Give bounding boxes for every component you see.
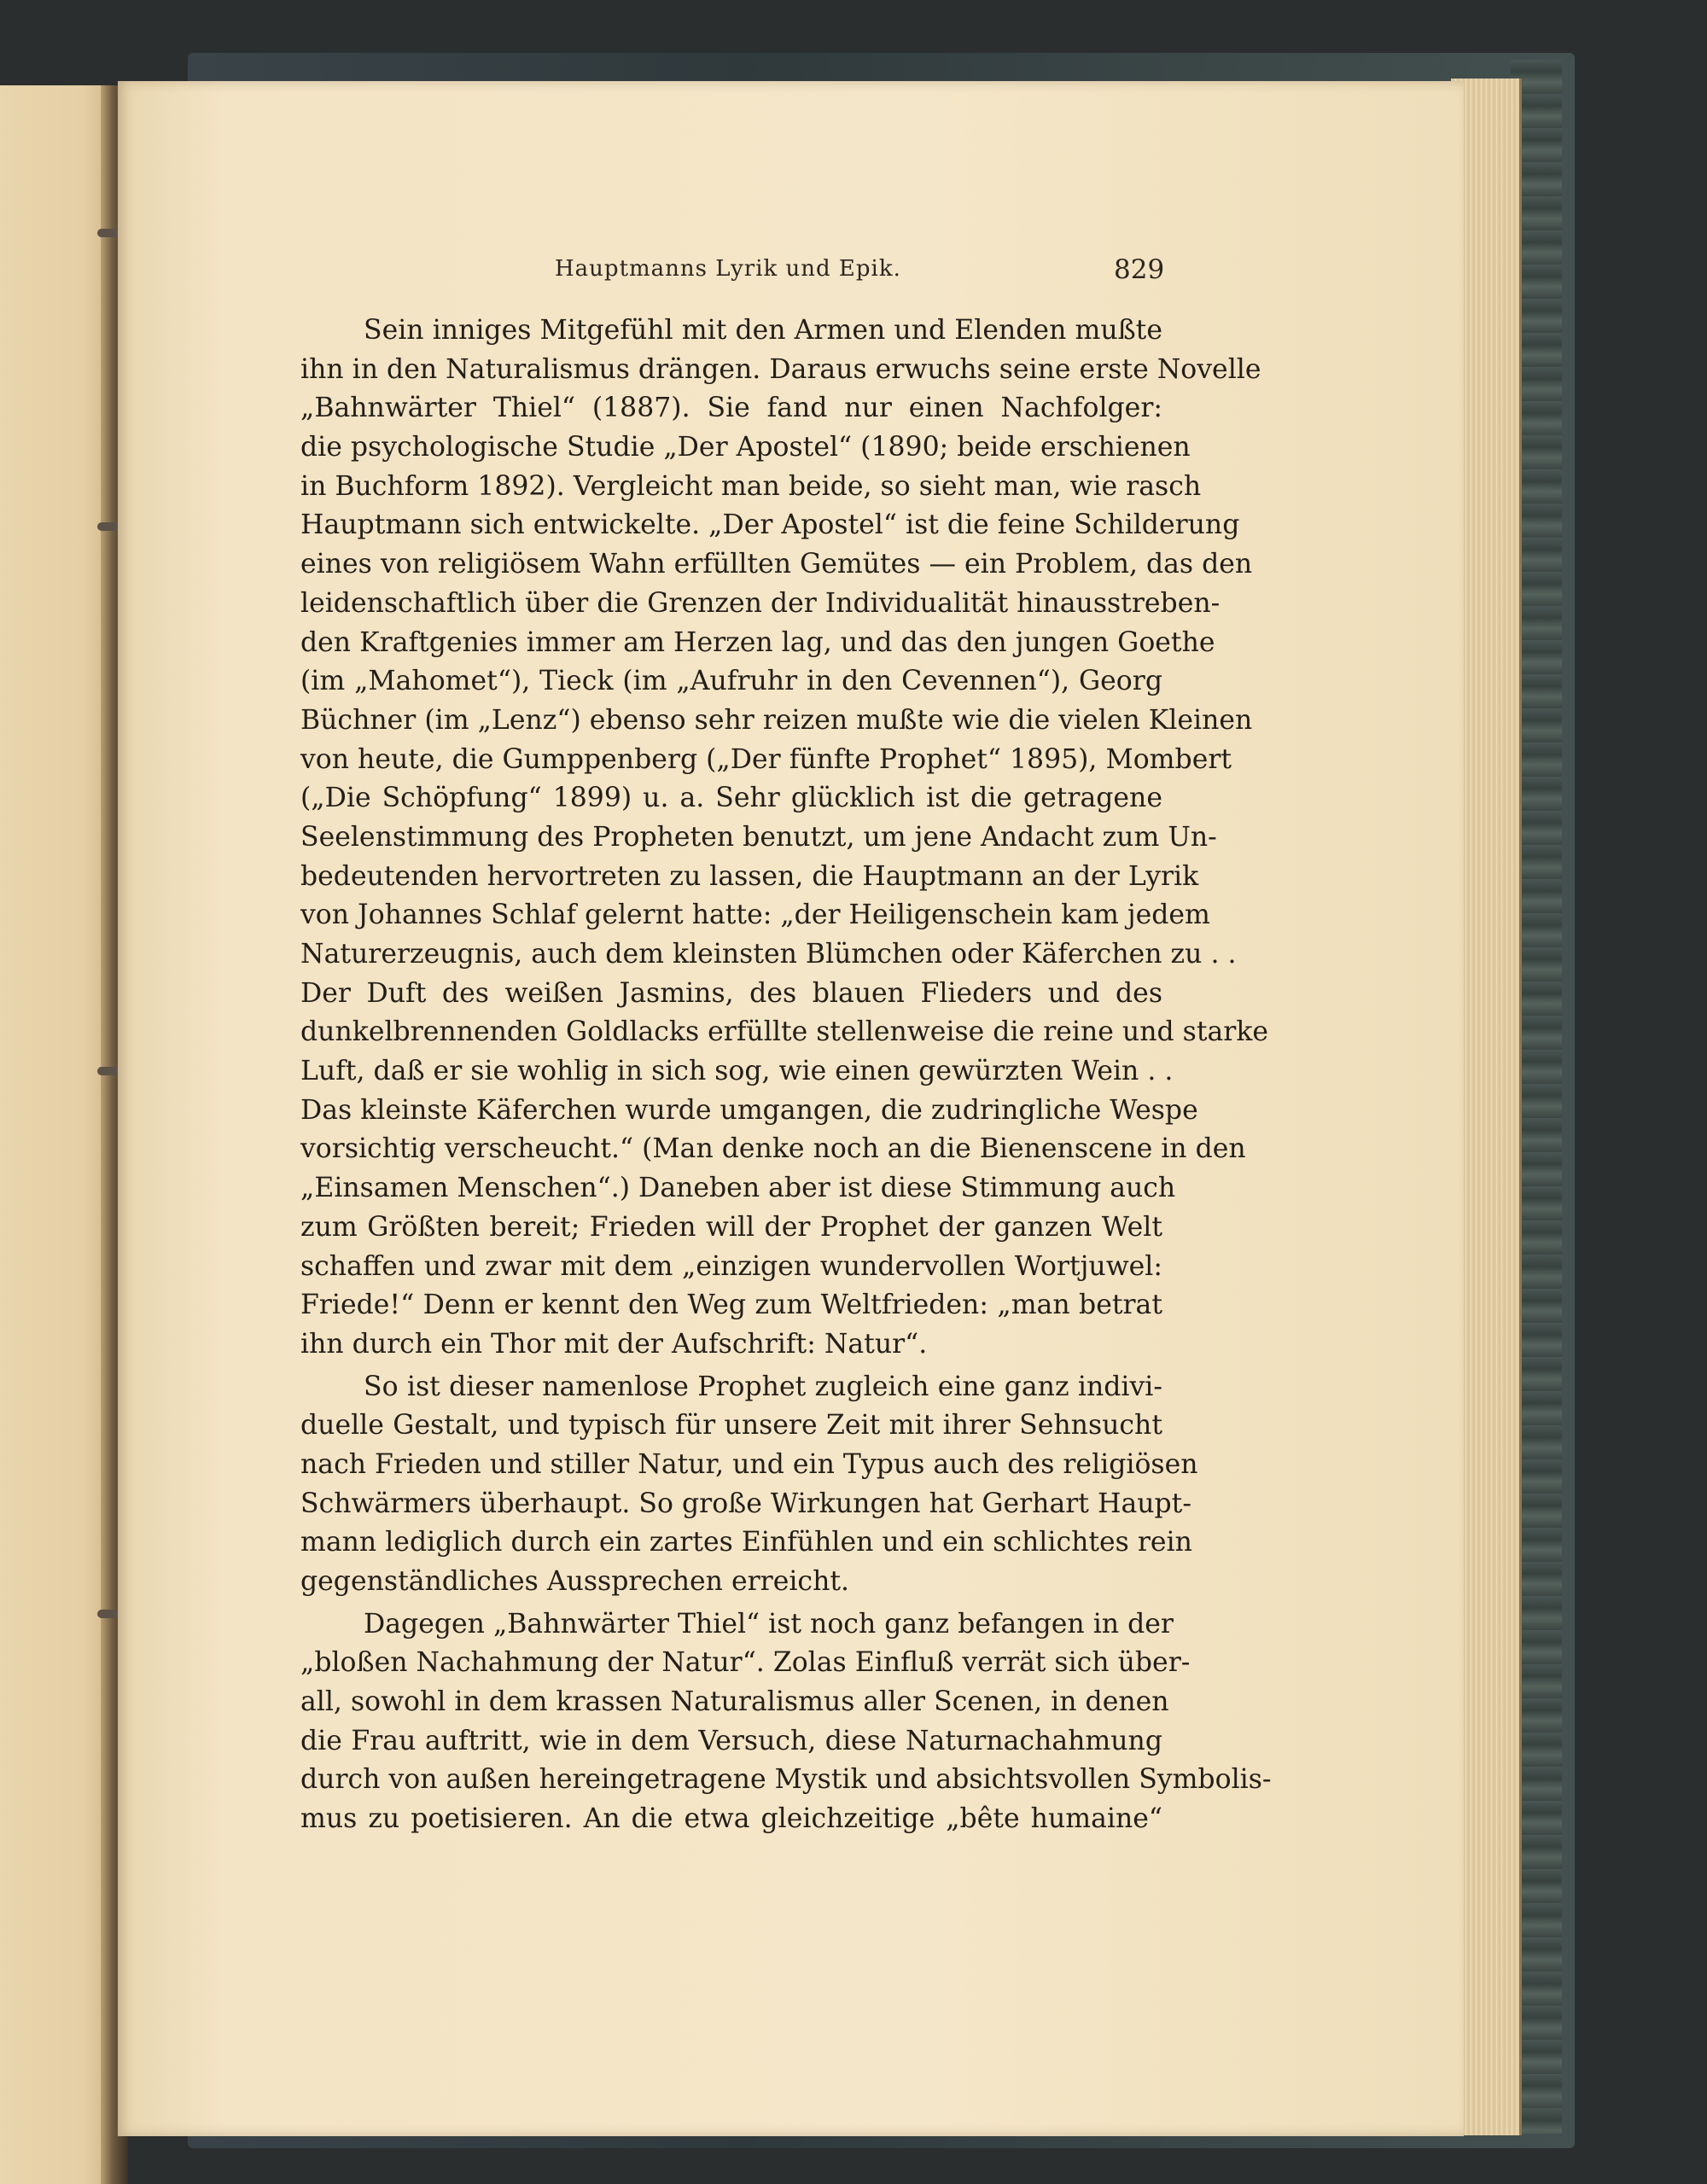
text-line: Naturerzeugnis, auch dem kleinsten Blümchen oder Käferchen zu . . [300,939,1237,970]
text-line: (im „Mahomet“), Tieck (im „Aufruhr in den Cevennen“), Georg [300,666,1162,697]
text-line: Büchner (im „Lenz“) ebenso sehr reizen mußte wie die vielen Kleinen [300,704,1253,736]
text-line: durch von außen hereingetragene Mystik und absichtsvollen Symbolis- [300,1764,1272,1796]
running-head: Hauptmanns Lyrik und Epik. [555,256,901,282]
text-line: („Die Schöpfung“ 1899) u. a. Sehr glücklich ist die getragene [300,783,1162,814]
text-line: „bloßen Nachahmung der Natur“. Zolas Einfluß verrät sich über- [300,1647,1191,1679]
text-line: Schwärmers überhaupt. So große Wirkungen hat Gerhart Haupt- [300,1488,1191,1519]
text-line: So ist dieser namenlose Prophet zugleich eine ganz indivi- [364,1371,1162,1402]
text-line: von heute, die Gumppenberg („Der fünfte Prophet“ 1895), Mombert [300,743,1232,775]
page-number: 829 [1114,254,1165,285]
text-line: Sein inniges Mitgefühl mit den Armen und Elenden mußte [364,315,1162,346]
text-line: „Bahnwärter Thiel“ (1887). Sie fand nur einen Nachfolger: [300,393,1162,424]
text-line: den Kraftgenies immer am Herzen lag, und das den jungen Goethe [300,626,1215,658]
text-line: Der Duft des weißen Jasmins, des blauen Flieders und des [300,977,1162,1009]
text-line: bedeutenden hervortreten zu lassen, die Hauptmann an der Lyrik [300,860,1199,892]
text-line: Das kleinste Käferchen wurde umgangen, die zudringliche Wespe [300,1094,1198,1126]
text-line: in Buchform 1892). Vergleicht man beide, so sieht man, wie rasch [300,470,1202,502]
text-line: gegenständliches Aussprechen erreicht. [300,1566,850,1597]
text-line: die Frau auftritt, wie in dem Versuch, diese Naturnachahmung [300,1725,1162,1756]
text-line: von Johannes Schlaf gelernt hatte: „der Heiligenschein kam jedem [300,900,1210,931]
text-line: leidenschaftlich über die Grenzen der Individualität hinausstreben- [300,587,1221,619]
body-text [300,312,1272,1839]
text-line: mus zu poetisieren. An die etwa gleichzeitige „bête humaine“ [300,1803,1162,1835]
text-line: vorsichtig verscheucht.“ (Man denke noch an die Bienenscene in den [300,1133,1246,1165]
text-line: Friede!“ Denn er kennt den Weg zum Weltfrieden: „man betrat [300,1290,1162,1321]
text-line: Dagegen „Bahnwärter Thiel“ ist noch ganz befangen in der [364,1608,1174,1639]
text-line: Luft, daß er sie wohlig in sich sog, wie einen gewürzten Wein . . [300,1056,1174,1087]
text-line: schaffen und zwar mit dem „einzigen wundervollen Wortjuwel: [300,1250,1162,1282]
text-line: ihn durch ein Thor mit der Aufschrift: Natur“. [300,1328,928,1360]
text-line: zum Größten bereit; Frieden will der Prophet der ganzen Welt [300,1211,1162,1243]
text-line: ihn in den Naturalismus drängen. Daraus erwuchs seine erste Novelle [300,353,1261,385]
text-line: Seelenstimmung des Propheten benutzt, um jene Andacht zum Un- [300,821,1217,853]
text-line: nach Frieden und stiller Natur, und ein Typus auch des religiösen [300,1448,1198,1480]
text-line: „Einsamen Menschen“.) Daneben aber ist diese Stimmung auch [300,1173,1176,1204]
text-line: die psychologische Studie „Der Apostel“ (1890; beide erschienen [300,432,1191,463]
text-line: mann lediglich durch ein zartes Einfühlen und ein schlichtes rein [300,1527,1192,1558]
text-line: eines von religiösem Wahn erfüllten Gemütes — ein Problem, das den [300,549,1253,580]
text-line: all, sowohl in dem krassen Naturalismus aller Scenen, in denen [300,1686,1169,1718]
text-line: Hauptmann sich entwickelte. „Der Apostel“ ist die feine Schilderung [300,510,1240,541]
text-line: duelle Gestalt, und typisch für unsere Zeit mit ihrer Sehnsucht [300,1410,1162,1441]
text-line: dunkelbrennenden Goldlacks erfüllte stellenweise die reine und starke [300,1016,1269,1048]
